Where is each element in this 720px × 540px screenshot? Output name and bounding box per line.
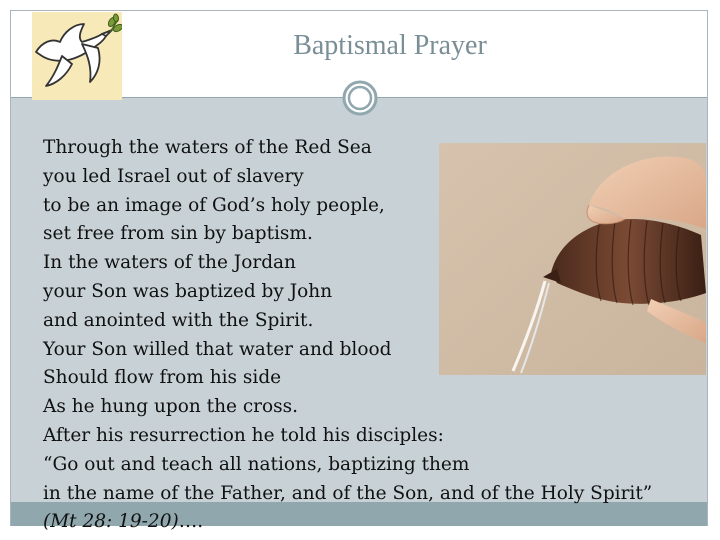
dove-icon <box>32 12 122 100</box>
prayer-text <box>43 134 703 537</box>
prayer-line: As he hung upon the cross. <box>43 396 299 418</box>
reference-suffix: …. <box>178 511 204 533</box>
prayer-line: your Son was baptized by John <box>43 280 333 302</box>
prayer-line: Should flow from his side <box>43 367 282 389</box>
prayer-line: and anointed with the Spirit. <box>43 309 314 331</box>
scripture-reference: (Mt 28: 19-20) <box>43 511 179 533</box>
prayer-line: In the waters of the Jordan <box>43 252 296 274</box>
page-title: Baptismal Prayer <box>293 30 487 61</box>
logo-panel <box>32 12 122 100</box>
scripture-reference-line <box>43 508 703 537</box>
circle-ornament-icon <box>342 80 378 116</box>
prayer-line: Your Son willed that water and blood <box>43 338 392 360</box>
prayer-line: “Go out and teach all nations, baptizing them <box>43 453 470 475</box>
prayer-line: Through the waters of the Red Sea <box>43 137 372 158</box>
prayer-line: in the name of the Father, and of the Son, and of the Holy Spirit” <box>43 482 653 504</box>
prayer-line: you led Israel out of slavery <box>43 165 304 187</box>
prayer-line: set free from sin by baptism. <box>43 223 313 245</box>
prayer-line: After his resurrection he told his disciples: <box>43 424 444 446</box>
prayer-line: to be an image of God’s holy people, <box>43 194 385 216</box>
